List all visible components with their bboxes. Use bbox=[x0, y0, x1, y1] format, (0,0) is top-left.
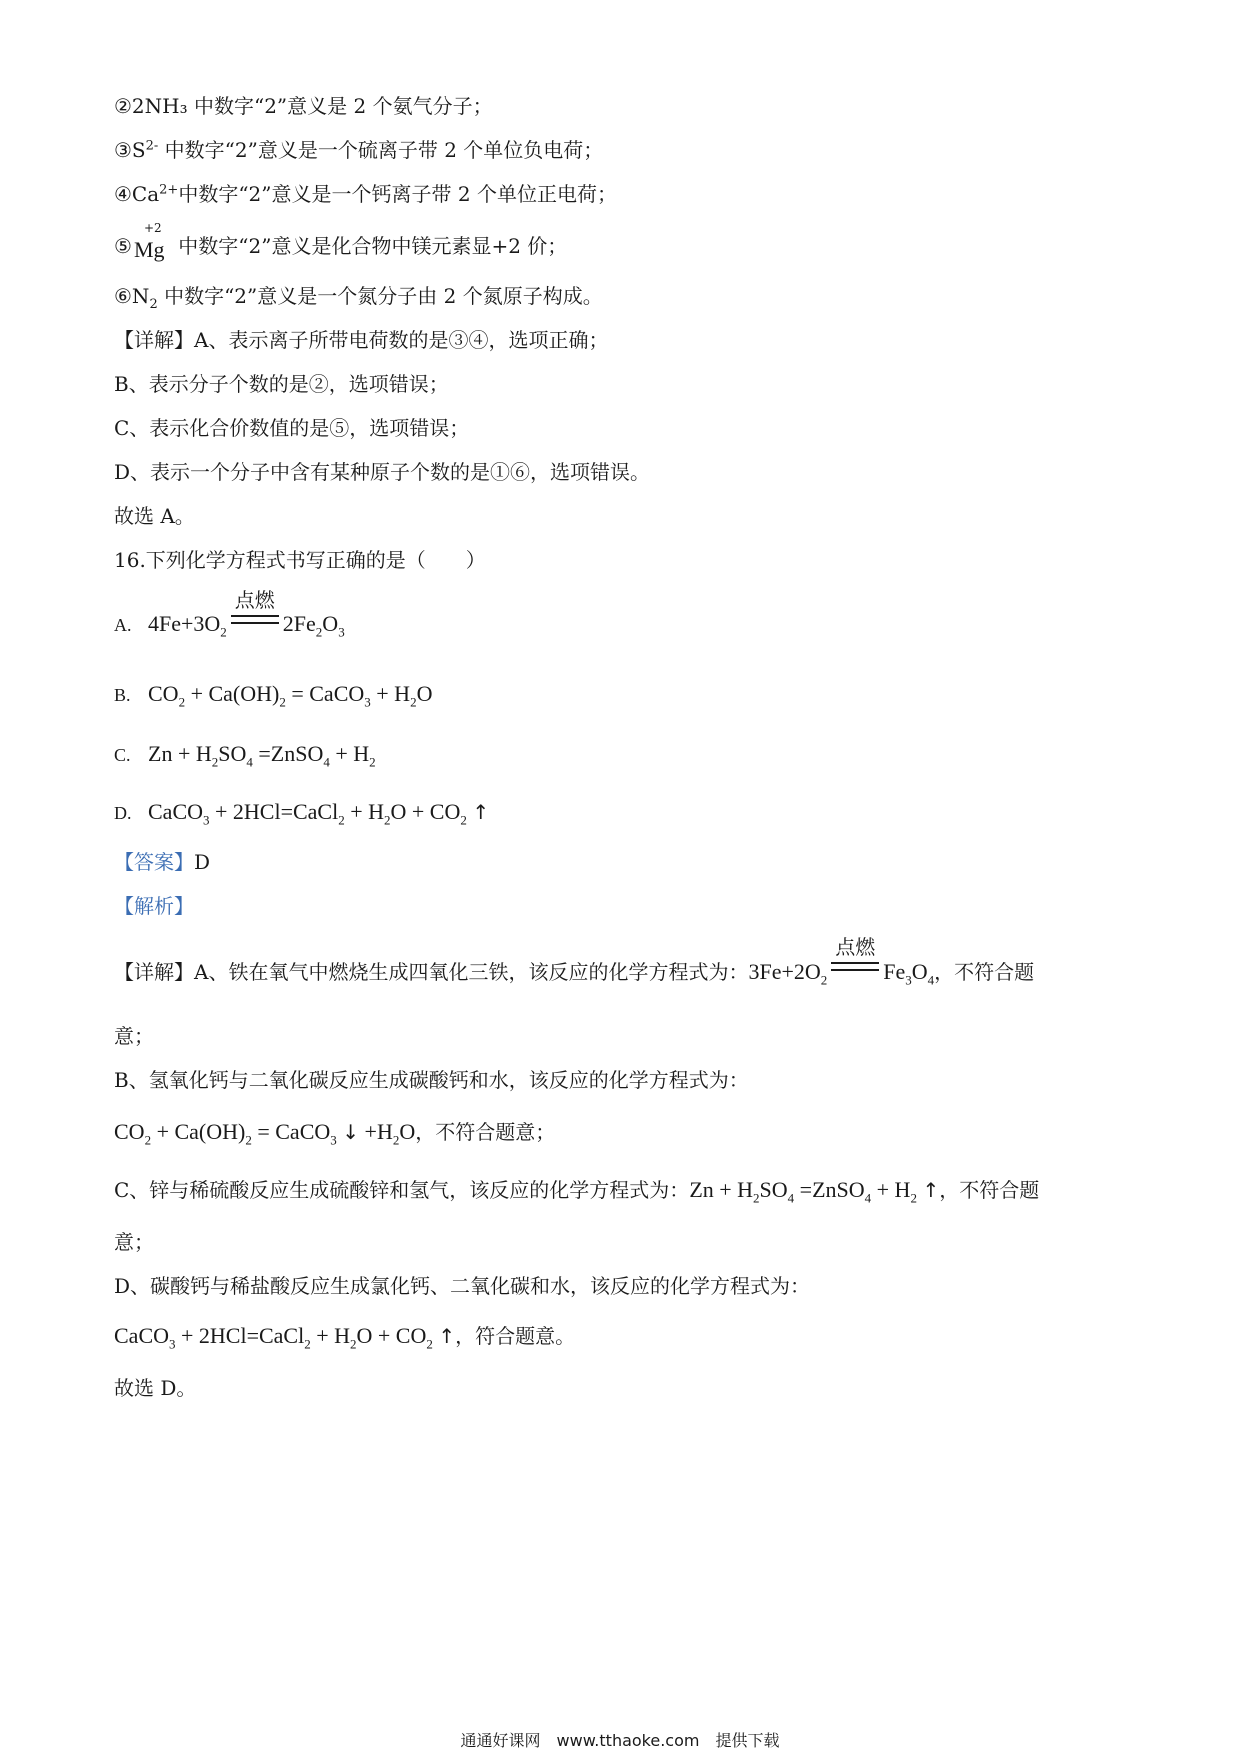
option-a: A. $4Fe+3O_2$ 点燃 $2Fe_2O_3$ bbox=[114, 588, 345, 640]
subscript: 2 bbox=[149, 297, 158, 312]
option-label: D. bbox=[114, 803, 132, 823]
text: 中数字“2”意义是一个氮分子由 2 个氮原子构成。 bbox=[157, 284, 603, 308]
detail-line-c: C、表示化合价数值的是⑤，选项错误； bbox=[114, 416, 470, 440]
answer-line bbox=[114, 848, 210, 876]
text: 中数字“2”意义是一个硫离子带 2 个单位负电荷； bbox=[158, 138, 604, 162]
equation-d: CaCO$_3$ + 2HCl=CaCl$_2$ + $H_2O + CO_2$ ↑ bbox=[114, 1323, 456, 1352]
text: 中数字“2”意义是化合物中镁元素显+2 价； bbox=[171, 234, 568, 258]
text: ⑤ bbox=[114, 234, 132, 258]
detail-line-d: D、表示一个分子中含有某种原子个数的是①⑥，选项错误。 bbox=[114, 460, 651, 484]
statement-line-n2 bbox=[114, 282, 603, 310]
option-label: B. bbox=[114, 685, 131, 705]
reaction-condition bbox=[829, 935, 881, 986]
text: ，不符合题 bbox=[939, 1178, 1040, 1202]
valence-number: +2 bbox=[143, 221, 162, 235]
detail-b-equation bbox=[114, 1118, 555, 1146]
text: ⑥N bbox=[114, 284, 150, 308]
text: ③S bbox=[114, 138, 146, 162]
question-16: 16.下列化学方程式书写正确的是（ ） bbox=[114, 548, 486, 572]
page-footer: 通通好课网 www.tthaoke.com 提供下载 bbox=[460, 1731, 780, 1750]
gas-arrow-icon: ↑ bbox=[438, 1324, 456, 1348]
detail-b-line: B、氢氧化钙与二氧化碳反应生成碳酸钙和水，该反应的化学方程式为： bbox=[114, 1068, 749, 1092]
statement-line-mg bbox=[114, 221, 568, 262]
equation-a: $3Fe+2O_2$ 点燃 $Fe_3O_4$ bbox=[748, 935, 935, 988]
text: C、锌与稀硫酸反应生成硫酸锌和氢气，该反应的化学方程式为： bbox=[114, 1178, 690, 1202]
element-symbol: Mg bbox=[133, 237, 165, 262]
text: ，不符合题意； bbox=[415, 1120, 556, 1144]
statement-line-ca2 bbox=[114, 180, 617, 208]
text: ②2NH₃ 中数字“2”意义是 2 个氨气分子； bbox=[114, 94, 493, 118]
text: 中数字“2”意义是一个钙离子带 2 个单位正电荷； bbox=[178, 182, 617, 206]
condition-text: 点燃 bbox=[234, 588, 275, 612]
answer-label: 【答案】 bbox=[114, 850, 194, 874]
statement-line-s2 bbox=[114, 136, 603, 164]
analysis-label: 【解析】 bbox=[114, 894, 194, 918]
text: ，不符合题 bbox=[934, 960, 1035, 984]
detail-c-line bbox=[114, 1176, 1039, 1204]
precipitate-arrow-icon: ↓ bbox=[342, 1120, 360, 1144]
superscript: 2- bbox=[145, 138, 159, 154]
option-d: D. CaCO$_3$ + 2HCl=CaCl$_2$ + $H_2O + CO_2$ ↑ bbox=[114, 799, 490, 828]
detail-line-b: B、表示分子个数的是②，选项错误； bbox=[114, 372, 449, 396]
conclusion-a: 故选 A。 bbox=[114, 504, 195, 528]
detail-c-wrap: 意； bbox=[114, 1230, 154, 1254]
equation-c: $Zn + H_2SO_4$ =ZnSO$_4$ + $H_2$ ↑ bbox=[689, 1177, 940, 1206]
option-label: A. bbox=[114, 615, 132, 635]
valence-symbol bbox=[132, 221, 172, 262]
reaction-condition bbox=[229, 588, 281, 639]
equation-b: $CO_2 + Ca(OH)_2$ = CaCO$_3$ ↓ $+H_2O$ bbox=[114, 1119, 416, 1148]
condition-text: 点燃 bbox=[835, 935, 876, 959]
answer-value: D bbox=[194, 850, 211, 874]
equals-bar bbox=[231, 615, 279, 624]
gas-arrow-icon: ↑ bbox=[472, 800, 490, 824]
detail-line-a: 【详解】A、表示离子所带电荷数的是③④，选项正确； bbox=[114, 328, 609, 352]
option-b: B. $CO_2 + Ca(OH)_2$ = CaCO$_3$ + $H_2O$ bbox=[114, 681, 433, 710]
equals-bar bbox=[831, 962, 879, 971]
option-c: C. $Zn + H_2SO_4$ =ZnSO$_4$ + $H_2$ bbox=[114, 741, 376, 770]
text: ④Ca bbox=[114, 182, 160, 206]
detail-d-line: D、碳酸钙与稀盐酸反应生成氯化钙、二氧化碳和水，该反应的化学方程式为： bbox=[114, 1274, 811, 1298]
statement-line-2nh3 bbox=[114, 92, 493, 120]
text: 【详解】A、铁在氧气中燃烧生成四氧化三铁，该反应的化学方程式为： bbox=[114, 960, 749, 984]
superscript: 2+ bbox=[159, 182, 179, 198]
detail-d-equation bbox=[114, 1322, 575, 1350]
gas-arrow-icon: ↑ bbox=[922, 1178, 940, 1202]
detail-a-wrap: 意； bbox=[114, 1024, 154, 1048]
conclusion-d: 故选 D。 bbox=[114, 1376, 197, 1400]
option-label: C. bbox=[114, 745, 131, 765]
detail-a-line bbox=[114, 935, 1035, 988]
text: ，符合题意。 bbox=[455, 1324, 576, 1348]
